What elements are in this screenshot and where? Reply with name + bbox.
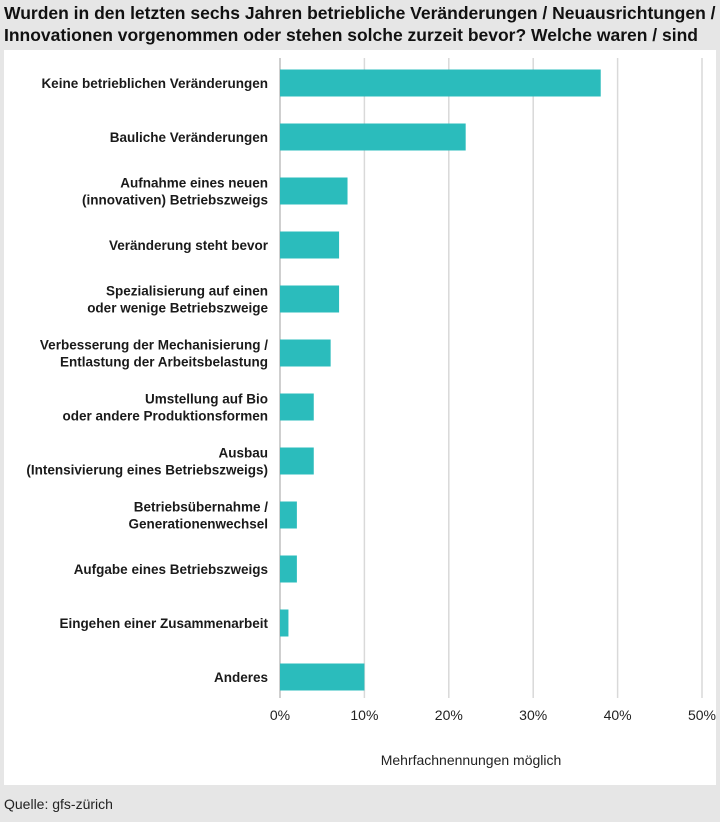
- category-label-line: Aufnahme eines neuen: [120, 175, 268, 191]
- category-label-line: Spezialisierung auf einen: [105, 283, 268, 299]
- category-label-line: Ausbau: [218, 445, 268, 461]
- category-label: [40, 338, 268, 370]
- category-label-line: oder andere Produktionsformen: [62, 408, 268, 424]
- x-tick-label: 10%: [350, 707, 379, 723]
- category-label-line: (innovativen) Betriebszweigs: [81, 192, 268, 208]
- bar: [280, 178, 348, 205]
- bar: [280, 232, 339, 259]
- bar: [280, 502, 297, 529]
- x-tick-label: 50%: [687, 707, 716, 723]
- category-label-line: Verbesserung der Mechanisierung /: [39, 337, 268, 353]
- x-tick-label: 40%: [603, 707, 632, 723]
- category-label-line: oder wenige Betriebszweige: [87, 300, 268, 316]
- category-label-line: Generationenwechsel: [128, 516, 268, 532]
- category-label: [87, 284, 268, 316]
- category-label-line: Umstellung auf Bio: [144, 391, 268, 407]
- category-label: [41, 76, 268, 91]
- bar: [280, 394, 314, 421]
- category-label: [128, 500, 268, 532]
- category-label-line: Aufgabe eines Betriebszweigs: [73, 562, 268, 577]
- category-label: [214, 670, 268, 685]
- bar: [280, 448, 314, 475]
- bar: [280, 664, 364, 691]
- category-label: [110, 130, 268, 145]
- chart-title: Wurden in den letzten sechs Jahren betriebliche Veränderungen / Neuausrichtungen / Innovationen vorgenommen oder stehen solche zurzeit bevor? Welche waren / sind: [4, 3, 716, 45]
- bar: [280, 124, 466, 151]
- x-tick-label: 0%: [269, 707, 291, 723]
- chart-panel: [4, 50, 716, 785]
- category-label: [74, 562, 268, 577]
- bar: [280, 610, 288, 637]
- category-label: [59, 616, 268, 631]
- x-tick-label: 20%: [434, 707, 463, 723]
- x-tick-label: 30%: [519, 707, 548, 723]
- bar: [280, 286, 339, 313]
- category-label-line: Eingehen einer Zusammenarbeit: [59, 616, 268, 631]
- bar: [280, 70, 601, 97]
- bar: [280, 556, 297, 583]
- bar-chart: [4, 50, 716, 785]
- category-label-line: (Intensivierung eines Betriebszweigs): [26, 462, 268, 478]
- category-label: [62, 392, 268, 424]
- category-label: [26, 446, 268, 478]
- x-axis-note: Mehrfachnennungen möglich: [380, 752, 562, 768]
- category-label-line: Entlastung der Arbeitsbelastung: [59, 354, 268, 370]
- bar: [280, 340, 331, 367]
- category-label: [109, 238, 269, 253]
- source-note: Quelle: gfs-zürich: [4, 796, 113, 812]
- category-label-line: Anderes: [213, 670, 268, 685]
- category-label: [82, 176, 268, 208]
- category-label-line: Keine betrieblichen Veränderungen: [41, 76, 268, 91]
- category-label-line: Veränderung steht bevor: [108, 238, 268, 253]
- category-label-line: Betriebsübernahme /: [133, 499, 268, 515]
- category-label-line: Bauliche Veränderungen: [109, 130, 268, 145]
